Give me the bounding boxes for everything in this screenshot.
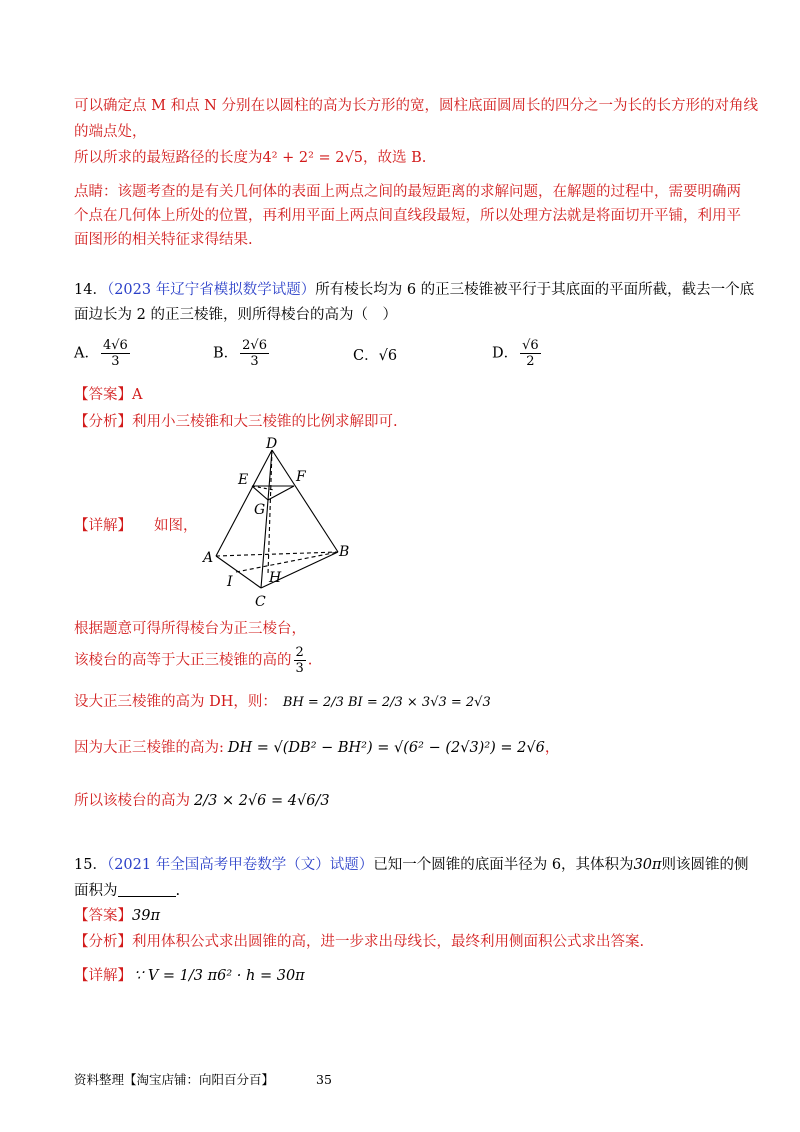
q15-analysis: 【分析】利用体积公式求出圆锥的高，进一步求出母线长，最终利用侧面积公式求出答案. xyxy=(74,934,645,950)
q14-step-4: 因为大正三棱锥的高为: DH = √(DB² − BH²) = √(6² − (2√3)²) = 2√6， xyxy=(74,740,560,756)
label-H: H xyxy=(269,570,282,586)
shortest-path-expression: 4² + 2² = 2√5 xyxy=(262,150,364,166)
q15-detail: 【详解】 ∵ V = 1/3 π6² · h = 30π xyxy=(74,968,305,984)
q14-stem-line-1: 14．（2023 年辽宁省模拟数学试题）所有棱长均为 6 的正三棱锥被平行于其底面的平面所截，截去一个底 xyxy=(74,282,755,298)
label-D: D xyxy=(266,436,278,452)
q14-answer: 【答案】A xyxy=(74,387,143,403)
bh-expression: BH = 2/3 BI = 2/3 × 3√3 = 2√3 xyxy=(282,695,491,710)
q14-stem-line-2: 面边长为 2 的正三棱锥，则所得棱台的高为（ ） xyxy=(74,307,397,323)
q14-analysis: 【分析】利用小三棱锥和大三棱锥的比例求解即可. xyxy=(74,414,398,430)
tip-line-3: 面图形的相关特征求得结果. xyxy=(74,232,253,248)
tip-line-2: 个点在几何体上所处的位置，再利用平面上两点间直线段最短，所以处理方法就是将面切开平铺，利用平 xyxy=(74,208,741,224)
q14-option-b: B． $\frac{2√6}{3}$ xyxy=(213,338,267,369)
label-G: G xyxy=(254,502,266,518)
footer-text: 资料整理【淘宝店铺：向阳百分百】 xyxy=(74,1072,275,1087)
q15-answer: 【答案】39π xyxy=(74,908,160,924)
label-I: I xyxy=(227,574,233,590)
edge-DC xyxy=(261,450,272,588)
edge-DB xyxy=(272,450,338,552)
q14-number: 14． xyxy=(74,282,107,298)
q15-volume: 30π xyxy=(633,857,662,873)
q14-step-1: 根据题意可得所得棱台为正三棱台， xyxy=(74,621,306,637)
label-B: B xyxy=(339,544,350,560)
q14-step-3: 设大正三棱锥的高为 DH，则： BH = 2/3 BI = 2/3 × 3√3 = 2√3 xyxy=(74,694,491,710)
q14-step-5: 所以该棱台的高为 2/3 × 2√6 = 4√6/3 xyxy=(74,793,330,809)
q14-option-d: D． $\frac{√6}{2}$ xyxy=(492,338,539,369)
q14-option-a: A． $\frac{4√6}{3}$ xyxy=(74,338,128,369)
q15-stem-line-1: 15．（2021 年全国高考甲卷数学（文）试题）已知一个圆锥的底面半径为 6，其体积为30π则该圆锥的侧 xyxy=(74,857,749,873)
label-E: E xyxy=(238,472,249,488)
label-A: A xyxy=(203,550,214,566)
tip-line-1: 点睛：该题考查的是有关几何体的表面上两点之间的最短距离的求解问题，在解题的过程中，需要明确两 xyxy=(74,184,741,200)
q14-source: （2023 年辽宁省模拟数学试题） xyxy=(106,282,316,298)
q14-detail-label: 【详解】 如图， xyxy=(74,518,198,534)
dh-expression: DH = √(DB² − BH²) = √(6² − (2√3)²) = 2√6 xyxy=(227,740,545,756)
frustum-height-expression: 2/3 × 2√6 = 4√6/3 xyxy=(194,793,330,809)
pyramid-figure xyxy=(196,434,358,610)
q14-option-c: C．√6 xyxy=(353,348,398,364)
q15-source: （2021 年全国高考甲卷数学（文）试题） xyxy=(106,857,374,873)
prev-solution-line-1: 可以确定点 M 和点 N 分别在以圆柱的高为长方形的宽，圆柱底面圆周长的四分之一为长的长方形的对角线 xyxy=(74,98,758,114)
volume-expression: ∵ V = 1/3 π6² · h = 30π xyxy=(134,968,305,984)
page-number: 35 xyxy=(316,1072,332,1087)
q15-number: 15． xyxy=(74,857,107,873)
label-C: C xyxy=(255,594,266,610)
edge-F-lower xyxy=(268,486,294,500)
prev-solution-line-2: 的端点处， xyxy=(74,124,147,140)
q14-step-2: 该棱台的高等于大正三棱锥的高的 $\frac{2}{3}$ . xyxy=(74,645,313,676)
prev-solution-line-3: 所以所求的最短路径的长度为4² + 2² = 2√5，故选 B. xyxy=(74,150,427,166)
footer xyxy=(74,1070,332,1090)
answer-blank xyxy=(118,882,176,897)
q15-stem-line-2: 面积为 . xyxy=(74,883,181,899)
label-F: F xyxy=(296,469,306,485)
